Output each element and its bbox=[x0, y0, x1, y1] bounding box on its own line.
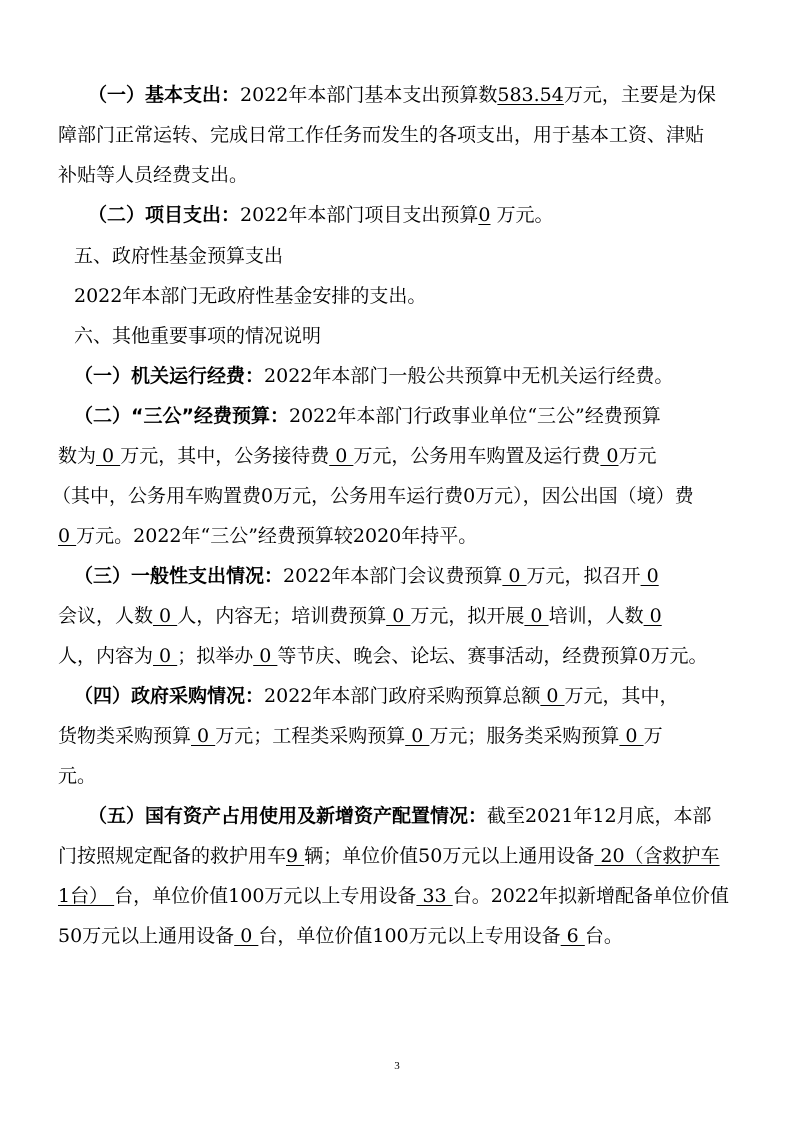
value-span: 0 bbox=[234, 925, 259, 947]
procurement-line-3: 元。 bbox=[58, 765, 97, 787]
basic-expenditure-line-3: 补贴等人员经费支出。 bbox=[58, 164, 249, 186]
text-span: 货物类采购预算 bbox=[58, 725, 192, 747]
text-span: 台。 bbox=[584, 925, 623, 947]
three-public-line-2 bbox=[58, 443, 657, 469]
value-span: 0 bbox=[96, 445, 121, 467]
text-span: 万元 bbox=[618, 445, 657, 467]
procurement-title: （四）政府采购情况： bbox=[74, 685, 265, 707]
basic-expenditure-text: 2022年本部门基本支出预算数 bbox=[240, 84, 498, 106]
procurement-line-1 bbox=[74, 683, 679, 709]
value-span: 0 bbox=[600, 445, 619, 467]
basic-expenditure-text-2: 万元，主要是为保 bbox=[563, 84, 716, 106]
value-span: 0 bbox=[640, 565, 659, 587]
text-span: 等节庆、晚会、论坛、赛事活动，经费预算0万元。 bbox=[277, 645, 708, 667]
text-span: 门按照规定配备的救护用车 bbox=[58, 845, 287, 867]
value-span: 0 bbox=[153, 605, 178, 627]
text-span: 万元；工程类采购预算 bbox=[215, 725, 406, 747]
text-span: ；拟举办 bbox=[177, 645, 254, 667]
operating-costs-text: 2022年本部门一般公共预算中无机关运行经费。 bbox=[264, 365, 674, 387]
page-number: 3 bbox=[394, 1060, 400, 1072]
three-public-line-4 bbox=[58, 523, 477, 549]
text-span: 万元，其中，公务接待费 bbox=[120, 445, 330, 467]
value-span: 0 bbox=[191, 725, 216, 747]
text-span: 万元，其中， bbox=[564, 685, 679, 707]
basic-expenditure-amount: 583.54 bbox=[497, 84, 564, 106]
value-span: 0 bbox=[386, 605, 411, 627]
value-span: 6 bbox=[560, 925, 585, 947]
basic-expenditure-line-2: 障部门正常运转、完成日常工作任务而发生的各项支出，用于基本工资、津贴 bbox=[58, 124, 705, 146]
general-expenditure-line-3 bbox=[58, 643, 707, 669]
text-span: 数为 bbox=[58, 445, 97, 467]
section-five-heading: 五、政府性基金预算支出 bbox=[74, 245, 284, 267]
value-span: 0 bbox=[253, 645, 278, 667]
project-expenditure-text: 2022年本部门项目支出预算 bbox=[240, 204, 479, 226]
text-span: 万 bbox=[643, 725, 663, 747]
text-span: 辆；单位价值50万元以上通用设备 bbox=[304, 845, 595, 867]
value-span: 9 bbox=[286, 845, 305, 867]
text-span: 台，单位价值100万元以上专用设备 bbox=[258, 925, 561, 947]
three-public-line-3 bbox=[52, 483, 694, 509]
value-span: 0 bbox=[502, 565, 527, 587]
assets-line-1 bbox=[88, 803, 712, 829]
assets-line-3 bbox=[58, 883, 729, 909]
basic-expenditure-title: （一）基本支出： bbox=[88, 84, 241, 106]
value-span: 0 bbox=[58, 525, 77, 547]
text-span: 万元，拟开展 bbox=[410, 605, 525, 627]
general-expenditure-line-2 bbox=[58, 603, 662, 629]
text-span: 50万元以上通用设备 bbox=[58, 925, 235, 947]
text-span: 人，内容为 bbox=[58, 645, 154, 667]
value-span: 0 bbox=[524, 605, 549, 627]
value-span: 0 bbox=[619, 725, 644, 747]
text-span: 万元，公务用车购置及运行费 bbox=[353, 445, 601, 467]
general-expenditure-line-1 bbox=[74, 563, 659, 589]
text-span: 万元，拟召开 bbox=[526, 565, 641, 587]
text-span: （其中，公务用车购置费0万元，公务用车运行费0万元），因公出国（境）费 bbox=[52, 485, 694, 507]
value-span: 0 bbox=[405, 725, 430, 747]
project-expenditure-title: （二）项目支出： bbox=[88, 204, 241, 226]
section-six-heading: 六、其他重要事项的情况说明 bbox=[74, 325, 322, 347]
three-public-text: 2022年本部门行政事业单位“三公”经费预算 bbox=[288, 405, 661, 427]
general-expenditure-title: （三）一般性支出情况： bbox=[74, 565, 284, 587]
value-span: 0 bbox=[153, 645, 178, 667]
value-span: 0 bbox=[540, 685, 565, 707]
text-span: 2022年本部门会议费预算 bbox=[283, 565, 503, 587]
project-expenditure-line bbox=[88, 202, 554, 228]
text-span: 截至2021年12月底，本部 bbox=[487, 805, 712, 827]
text-span: 台。2022年拟新增配备单位价值 bbox=[452, 885, 730, 907]
assets-line-4 bbox=[58, 923, 623, 949]
text-span: 台，单位价值100万元以上专用设备 bbox=[114, 885, 417, 907]
operating-costs-title: （一）机关运行经费： bbox=[74, 365, 265, 387]
text-span: 2022年本部门政府采购预算总额 bbox=[264, 685, 541, 707]
project-expenditure-amount: 0 bbox=[478, 204, 491, 226]
three-public-line-1 bbox=[74, 403, 661, 429]
value-span: 0 bbox=[643, 605, 662, 627]
value-span: 20（含救护车 bbox=[594, 845, 720, 867]
basic-expenditure-line-1 bbox=[88, 82, 716, 108]
text-span: 培训，人数 bbox=[548, 605, 644, 627]
text-span: 万元；服务类采购预算 bbox=[429, 725, 620, 747]
operating-costs-line bbox=[74, 363, 673, 389]
value-span: 0 bbox=[329, 445, 354, 467]
assets-title: （五）国有资产占用使用及新增资产配置情况： bbox=[88, 805, 488, 827]
assets-line-2 bbox=[58, 843, 720, 869]
three-public-title: （二）“三公”经费预算： bbox=[74, 405, 289, 427]
section-five-text: 2022年本部门无政府性基金安排的支出。 bbox=[74, 285, 427, 307]
text-span: 会议，人数 bbox=[58, 605, 154, 627]
value-span: 1台） bbox=[58, 885, 115, 907]
text-span: 人，内容无；培训费预算 bbox=[177, 605, 387, 627]
procurement-line-2 bbox=[58, 723, 663, 749]
text-span: 万元。2022年“三公”经费预算较2020年持平。 bbox=[76, 525, 478, 547]
value-span: 33 bbox=[416, 885, 453, 907]
project-expenditure-text-2: 万元。 bbox=[490, 204, 554, 226]
